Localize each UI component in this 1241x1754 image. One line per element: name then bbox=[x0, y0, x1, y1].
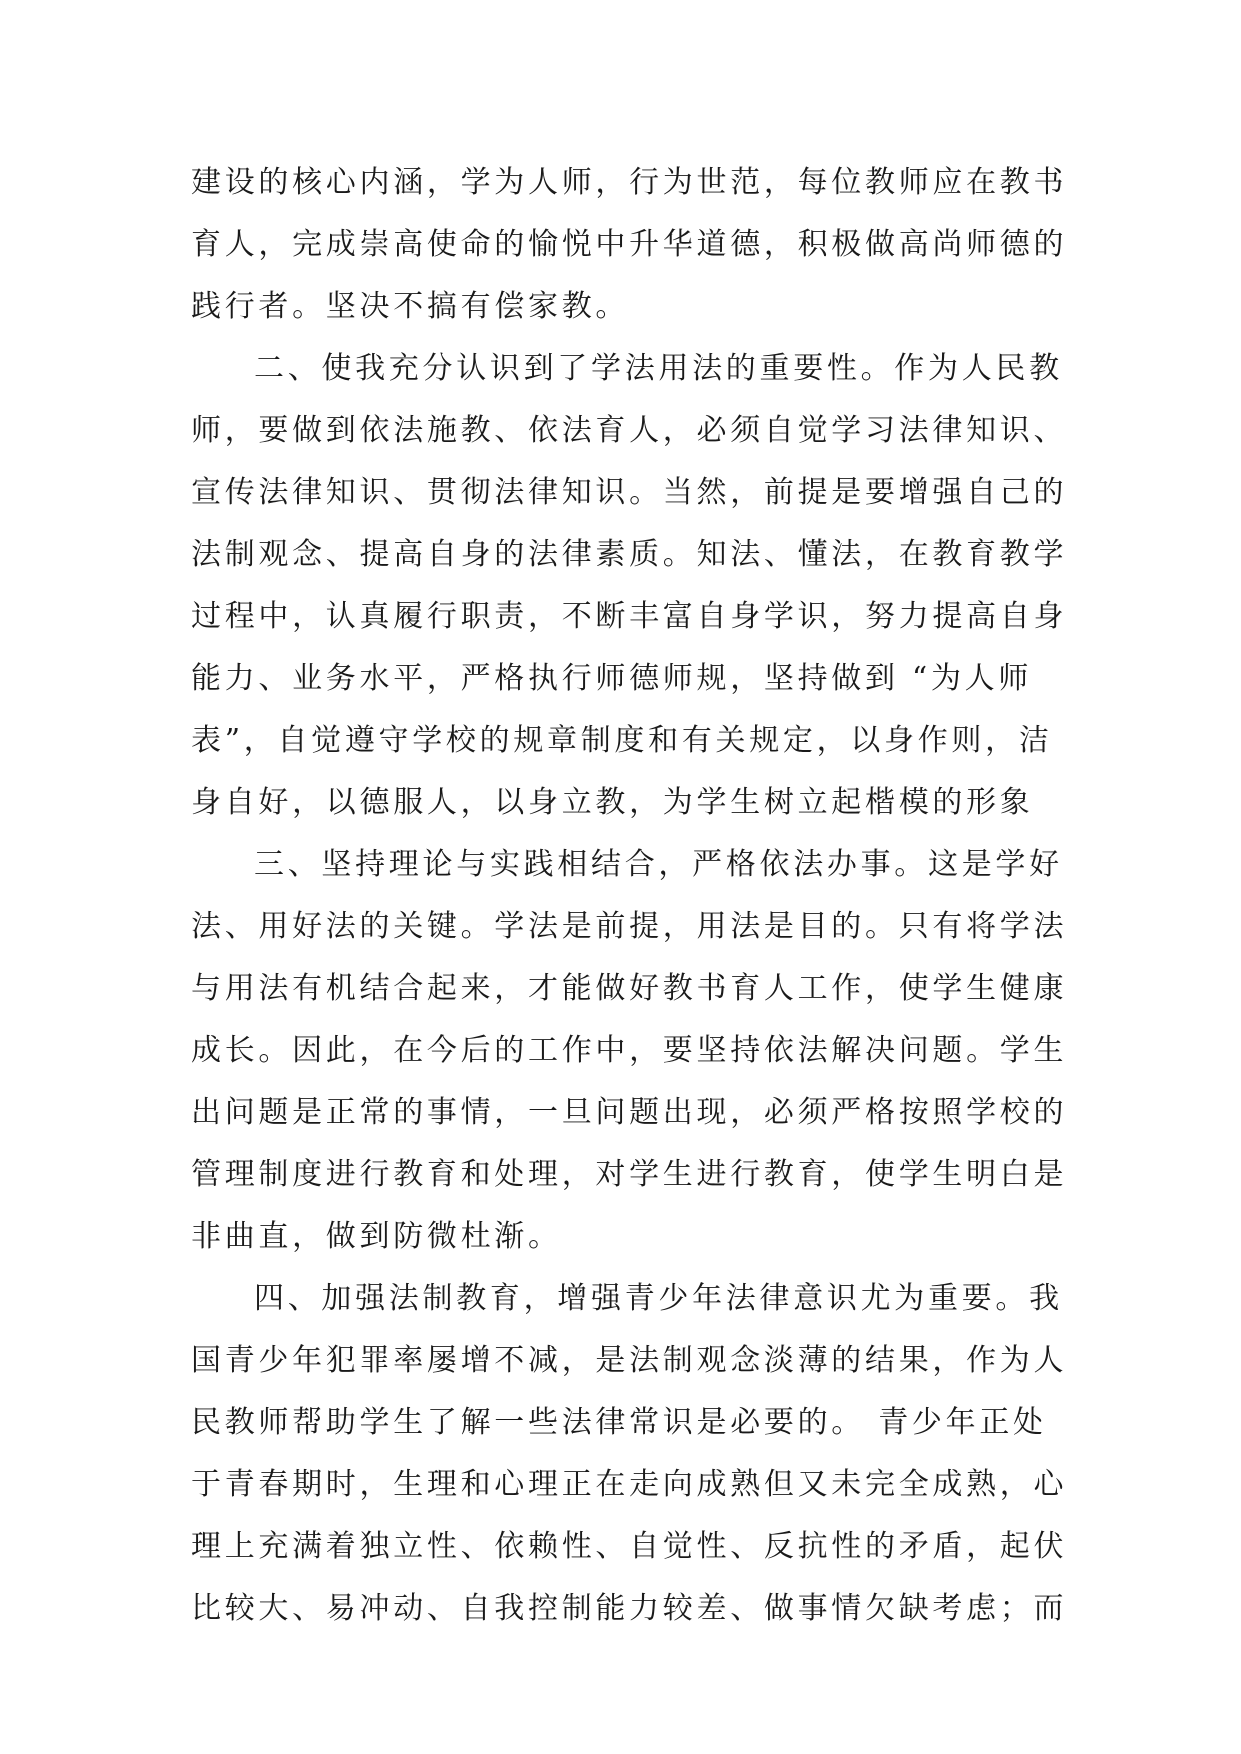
text-line: 出问题是正常的事情，一旦问题出现，必须严格按照学校的 bbox=[191, 1095, 1068, 1130]
text-line: 民教师帮助学生了解一些法律常识是必要的。 青少年正处 bbox=[191, 1405, 1047, 1440]
text-line: 非曲直，做到防微杜渐。 bbox=[191, 1219, 562, 1254]
text-line: 能力、业务水平，严格执行师德师规，坚持做到 “为人师 bbox=[191, 661, 1033, 696]
text-line: 成长。因此，在今后的工作中，要坚持依法解决问题。学生 bbox=[191, 1033, 1068, 1068]
text-line: 育人，完成崇高使命的愉悦中升华道德，积极做高尚师德的 bbox=[191, 227, 1068, 262]
text-line: 宣传法律知识、贯彻法律知识。当然，前提是要增强自己的 bbox=[191, 475, 1068, 510]
text-line: 管理制度进行教育和处理，对学生进行教育，使学生明白是 bbox=[191, 1157, 1068, 1192]
text-line: 法、用好法的关键。学法是前提，用法是目的。只有将学法 bbox=[191, 909, 1068, 944]
text-line: 法制观念、提高自身的法律素质。知法、懂法，在教育教学 bbox=[191, 537, 1068, 572]
paragraph-first-line: 四、加强法制教育，增强青少年法律意识尤为重要。我 bbox=[254, 1281, 1063, 1316]
text-line: 身自好，以德服人，以身立教，为学生树立起楷模的形象 bbox=[191, 785, 1034, 820]
text-line: 与用法有机结合起来，才能做好教书育人工作，使学生健康 bbox=[191, 971, 1068, 1006]
text-line: 践行者。坚决不搞有偿家教。 bbox=[191, 289, 630, 324]
text-line: 比较大、易冲动、自我控制能力较差、做事情欠缺考虑；而 bbox=[191, 1591, 1068, 1626]
text-line: 表”，自觉遵守学校的规章制度和有关规定，以身作则，洁 bbox=[191, 723, 1053, 758]
paragraph-first-line: 二、使我充分认识到了学法用法的重要性。作为人民教 bbox=[254, 351, 1063, 386]
paragraph-first-line: 三、坚持理论与实践相结合，严格依法办事。这是学好 bbox=[254, 847, 1063, 882]
text-line: 于青春期时，生理和心理正在走向成熟但又未完全成熟，心 bbox=[191, 1467, 1068, 1502]
text-line: 师，要做到依法施教、依法育人，必须自觉学习法律知识、 bbox=[191, 413, 1068, 448]
text-line: 国青少年犯罪率屡增不减，是法制观念淡薄的结果，作为人 bbox=[191, 1343, 1068, 1378]
text-line: 建设的核心内涵，学为人师，行为世范，每位教师应在教书 bbox=[191, 165, 1068, 200]
text-line: 过程中，认真履行职责，不断丰富自身学识，努力提高自身 bbox=[191, 599, 1068, 634]
text-line: 理上充满着独立性、依赖性、自觉性、反抗性的矛盾，起伏 bbox=[191, 1529, 1068, 1564]
